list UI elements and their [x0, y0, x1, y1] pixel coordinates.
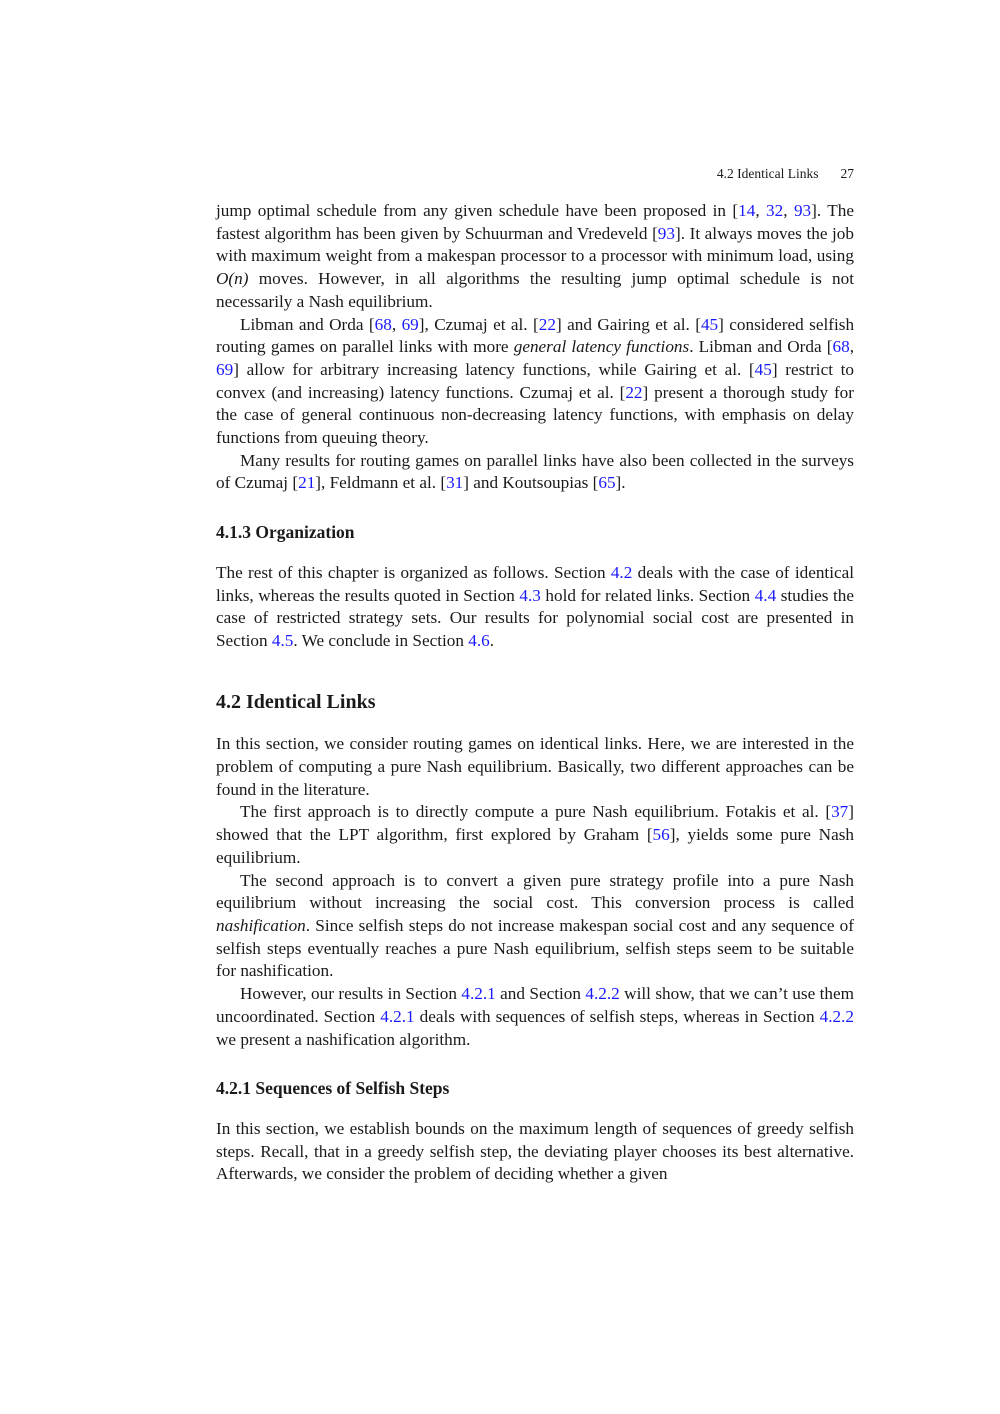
- citation-link[interactable]: 22: [538, 314, 556, 334]
- citation-link[interactable]: 69: [401, 314, 419, 334]
- section-link[interactable]: 4.4: [754, 585, 777, 605]
- running-head: [216, 166, 854, 182]
- citation-link[interactable]: 21: [298, 473, 316, 493]
- section-link[interactable]: 4.2.2: [819, 1006, 854, 1026]
- emphasis: general latency functions: [513, 337, 690, 357]
- paragraph: Libman and Orda [68, 69], Czumaj et al. [22] and Gairing et al. [45] considered selfish routing games on parallel links with more general latency functions. Libman and Orda [68, 69] allow for arbitrary increasing latency functions, while Gairing et al. [45] restrict to convex (and increasing) latency functions. Czumaj et al. [22] present a thorough study for the case of general continuous non-decreasing latency functions, with emphasis on delay functions from queuing theory.: [216, 314, 855, 448]
- paragraph: The rest of this chapter is organized as follows. Section 4.2 deals with the case of identical links, whereas the results quoted in Section 4.3 hold for related links. Section 4.4 studies the case of restricted strategy sets. Our results for polynomial social cost are presented in Section 4.5. We conclude in Section 4.6.: [216, 562, 854, 650]
- section-link[interactable]: 4.2.2: [585, 984, 620, 1004]
- section-link[interactable]: 4.2: [610, 562, 633, 582]
- paragraph: The second approach is to convert a given pure strategy profile into a pure Nash equilibrium without increasing the social cost. This conversion process is called nashification. Since selfish steps do not increase makespan social cost and any sequence of selfish steps eventually reaches a pure Nash equilibrium, selfish steps seem to be suitable for nashification.: [216, 870, 854, 981]
- paragraph: Many results for routing games on parallel links have also been collected in the surveys of Czumaj [21], Feldmann et al. [31] and Koutsoupias [65].: [216, 450, 854, 493]
- section-link[interactable]: 4.2.1: [461, 984, 496, 1004]
- subsection-heading: 4.2.1 Sequences of Selfish Steps: [216, 1078, 450, 1099]
- paragraph: In this section, we establish bounds on the maximum length of sequences of greedy selfish steps. Recall, that in a greedy selfish step, the deviating player chooses its best alternative. Afterwards, we consider the problem of deciding whether a given: [216, 1118, 854, 1184]
- citation-link[interactable]: 37: [831, 802, 849, 822]
- citation-link[interactable]: 31: [446, 473, 464, 493]
- section-heading: 4.2 Identical Links: [216, 690, 376, 713]
- citation-link[interactable]: 93: [657, 223, 675, 243]
- citation-link[interactable]: 68: [832, 337, 850, 357]
- citation-link[interactable]: 45: [700, 314, 719, 334]
- citation-link[interactable]: 69: [216, 359, 234, 379]
- emphasis: nashification: [216, 915, 306, 935]
- citation-link[interactable]: 45: [754, 359, 772, 379]
- citation-link[interactable]: 56: [652, 825, 670, 845]
- math-expression: O(n): [216, 269, 249, 289]
- citation-link[interactable]: 93: [793, 201, 812, 220]
- section-link[interactable]: 4.2.1: [380, 1006, 415, 1026]
- citation-link[interactable]: 32: [766, 201, 784, 220]
- page-body: [216, 200, 854, 1186]
- citation-link[interactable]: 22: [625, 382, 643, 402]
- citation-link[interactable]: 68: [374, 314, 392, 334]
- section-link[interactable]: 4.5: [271, 630, 294, 650]
- subsection-heading: 4.1.3 Organization: [216, 522, 355, 543]
- section-link[interactable]: 4.3: [519, 585, 541, 605]
- citation-link[interactable]: 65: [598, 473, 616, 493]
- paragraph: In this section, we consider routing games on identical links. Here, we are interested in the problem of computing a pure Nash equilibrium. Basically, two different approaches can be found in the literature.: [216, 734, 854, 799]
- paragraph: jump optimal schedule from any given schedule have been proposed in [14, 32, 93]. The fastest algorithm has been given by Schuurman and Vredeveld [93]. It always moves the job with maximum weight from a makespan processor to a processor with minimum load, using O(n) moves. However, in all algorithms the resulting jump optimal schedule is not necessarily a Nash equilibrium.: [216, 201, 854, 311]
- running-head-section: 4.2 Identical Links: [716, 166, 819, 181]
- citation-link[interactable]: 14: [738, 201, 756, 220]
- page-number: 27: [840, 166, 854, 181]
- paragraph: However, our results in Section 4.2.1 and Section 4.2.2 will show, that we can’t use them uncoordinated. Section 4.2.1 deals with sequences of selfish steps, whereas in Section 4.2.2 we present a nashification algorithm.: [216, 984, 855, 1049]
- section-link[interactable]: 4.6: [468, 630, 490, 650]
- paragraph: The first approach is to directly compute a pure Nash equilibrium. Fotakis et al. [37] showed that the LPT algorithm, first explored by Graham [56], yields some pure Nash equilibrium.: [216, 802, 854, 867]
